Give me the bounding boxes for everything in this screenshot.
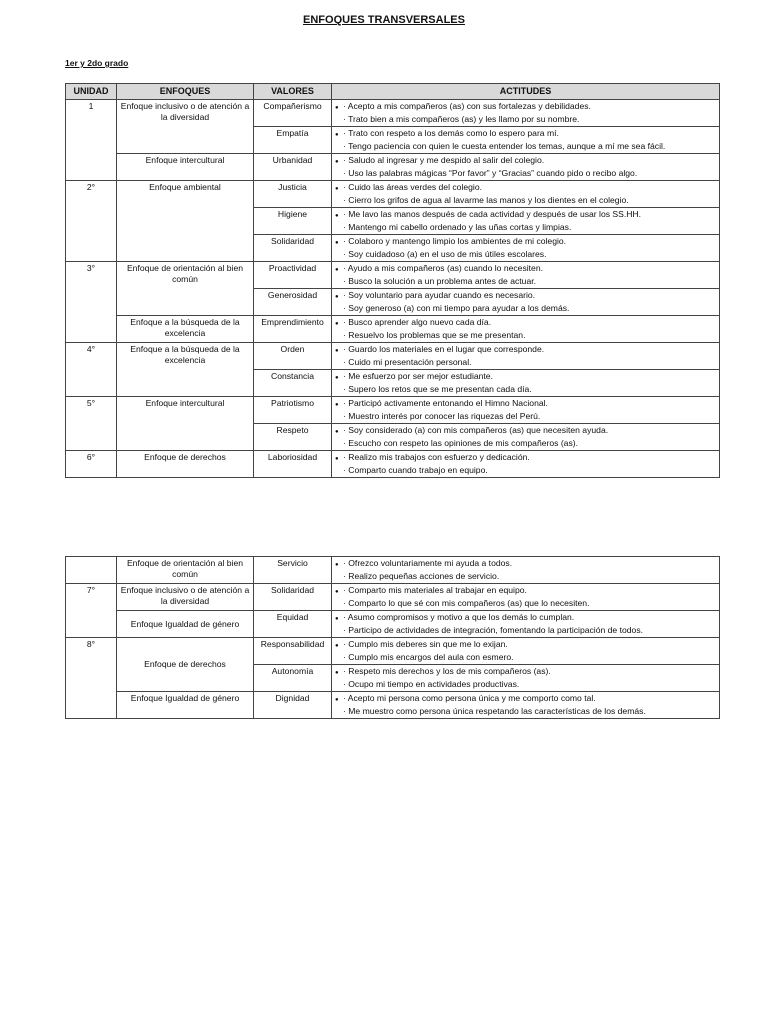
header-unidad: UNIDAD [66, 84, 117, 100]
actitud-line [335, 344, 716, 357]
unidad-cell: 8° [66, 638, 117, 719]
unidad-cell: 4° [66, 343, 117, 397]
table-row [66, 397, 720, 424]
header-valores: VALORES [254, 84, 332, 100]
actitudes-cell [332, 181, 720, 208]
bullet-icon: ● [335, 348, 339, 354]
actitud-text: · Acepto mi persona como persona única y me comporto como tal. [343, 693, 596, 703]
actitud-line [335, 585, 716, 598]
actitudes-cell [332, 397, 720, 424]
enfoque-cell: Enfoque intercultural [117, 397, 254, 451]
actitud-line [335, 357, 716, 368]
bullet-icon: ● [335, 186, 339, 192]
enfoque-cell: Enfoque Igualdad de género [117, 611, 254, 638]
actitudes-cell [332, 235, 720, 262]
table-row [66, 100, 720, 127]
table-row [66, 262, 720, 289]
actitud-line [335, 438, 716, 449]
enfoque-cell: Enfoque a la búsqueda de la excelencia [117, 316, 254, 343]
actitudes-cell [332, 316, 720, 343]
table-row [66, 584, 720, 611]
actitud-line [335, 330, 716, 341]
bullet-icon: ● [335, 321, 339, 327]
bullet-icon: ● [335, 375, 339, 381]
actitud-text: · Mantengo mi cabello ordenado y las uñas cortas y limpias. [343, 222, 572, 232]
valor-cell: Autonomía [254, 665, 332, 692]
valor-cell: Empatía [254, 127, 332, 154]
actitud-line [335, 465, 716, 476]
actitud-text: · Cumplo mis encargos del aula con esmero. [343, 652, 514, 662]
valor-cell: Higiene [254, 208, 332, 235]
actitud-text: · Asumo compromisos y motivo a que los demás lo cumplan. [343, 612, 575, 622]
actitudes-cell [332, 262, 720, 289]
unidad-cell: 3° [66, 262, 117, 343]
actitud-line [335, 263, 716, 276]
unidad-cell: 7° [66, 584, 117, 638]
table-header-row [66, 84, 720, 100]
valor-cell: Orden [254, 343, 332, 370]
actitudes-cell [332, 557, 720, 584]
actitud-line [335, 276, 716, 287]
table-row [66, 611, 720, 638]
bullet-icon: ● [335, 132, 339, 138]
valor-cell: Laboriosidad [254, 451, 332, 478]
actitudes-cell [332, 100, 720, 127]
actitud-text: · Me lavo las manos después de cada actividad y después de usar los SS.HH. [343, 209, 642, 219]
enfoque-cell: Enfoque intercultural [117, 154, 254, 181]
enfoque-cell: Enfoque Igualdad de género [117, 692, 254, 719]
actitud-text: · Cuido mi presentación personal. [343, 357, 472, 367]
actitud-line [335, 625, 716, 636]
table-2-body [66, 557, 720, 719]
actitud-text: · Comparto lo que sé con mis compañeros (as) que lo necesiten. [343, 598, 590, 608]
bullet-icon: ● [335, 616, 339, 622]
actitud-text: · Colaboro y mantengo limpio los ambientes de mi colegio. [343, 236, 567, 246]
actitud-text: · Ayudo a mis compañeros (as) cuando lo necesiten. [343, 263, 543, 273]
table-row [66, 154, 720, 181]
actitud-text: · Tengo paciencia con quien le cuesta entender los temas, aunque a mí me sea fácil. [343, 141, 666, 151]
actitud-line [335, 222, 716, 233]
actitud-line [335, 128, 716, 141]
header-enfoques: ENFOQUES [117, 84, 254, 100]
actitud-text: · Realizo mis trabajos con esfuerzo y dedicación. [343, 452, 530, 462]
actitud-line [335, 384, 716, 395]
actitud-text: · Comparto cuando trabajo en equipo. [343, 465, 488, 475]
actitud-line [335, 693, 716, 706]
enfoque-cell: Enfoque inclusivo o de atención a la diversidad [117, 100, 254, 154]
actitud-text: · Busco la solución a un problema antes de actuar. [343, 276, 536, 286]
unidad-cell: 2° [66, 181, 117, 262]
table-1-body [66, 100, 720, 478]
bullet-icon: ● [335, 402, 339, 408]
bullet-icon: ● [335, 643, 339, 649]
actitud-text: · Saludo al ingresar y me despido al salir del colegio. [343, 155, 545, 165]
actitud-text: · Escucho con respeto las opiniones de mis compañeros (as). [343, 438, 579, 448]
valor-cell: Patriotismo [254, 397, 332, 424]
actitud-line [335, 101, 716, 114]
valor-cell: Compañerismo [254, 100, 332, 127]
actitud-line [335, 114, 716, 125]
actitudes-cell [332, 665, 720, 692]
table-row [66, 692, 720, 719]
actitud-text: · Resuelvo los problemas que se me presentan. [343, 330, 526, 340]
enfoques-table-1 [65, 83, 720, 478]
table-row [66, 343, 720, 370]
bullet-icon: ● [335, 429, 339, 435]
actitud-text: · Trato bien a mis compañeros (as) y les llamo por su nombre. [343, 114, 580, 124]
actitud-line [335, 249, 716, 260]
actitud-line [335, 317, 716, 330]
actitud-line [335, 303, 716, 314]
actitudes-cell [332, 343, 720, 370]
actitud-line [335, 706, 716, 717]
actitud-line [335, 612, 716, 625]
actitud-text: · Ocupo mi tiempo en actividades productivas. [343, 679, 520, 689]
actitud-line [335, 168, 716, 179]
bullet-icon: ● [335, 159, 339, 165]
valor-cell: Equidad [254, 611, 332, 638]
actitud-text: · Guardo los materiales en el lugar que corresponde. [343, 344, 545, 354]
actitud-text: · Cuido las áreas verdes del colegio. [343, 182, 483, 192]
actitud-text: · Ofrezco voluntariamente mi ayuda a todos. [343, 558, 513, 568]
actitud-line [335, 598, 716, 609]
actitud-text: · Soy considerado (a) con mis compañeros (as) que necesiten ayuda. [343, 425, 609, 435]
unidad-cell: 1 [66, 100, 117, 181]
actitudes-cell [332, 208, 720, 235]
actitud-line [335, 182, 716, 195]
actitudes-cell [332, 370, 720, 397]
actitud-text: · Acepto a mis compañeros (as) con sus fortalezas y debilidades. [343, 101, 591, 111]
bullet-icon: ● [335, 697, 339, 703]
actitud-line [335, 236, 716, 249]
actitudes-cell [332, 638, 720, 665]
unidad-cell: 6° [66, 451, 117, 478]
valor-cell: Constancia [254, 370, 332, 397]
actitudes-cell [332, 289, 720, 316]
header-actitudes: ACTITUDES [332, 84, 720, 100]
valor-cell: Generosidad [254, 289, 332, 316]
valor-cell: Urbanidad [254, 154, 332, 181]
actitud-line [335, 639, 716, 652]
actitudes-cell [332, 451, 720, 478]
actitud-text: · Participó activamente entonando el Himno Nacional. [343, 398, 548, 408]
actitud-text: · Me esfuerzo por ser mejor estudiante. [343, 371, 493, 381]
actitud-line [335, 155, 716, 168]
table-row [66, 451, 720, 478]
actitud-text: · Participo de actividades de integración, fomentando la participación de todos. [343, 625, 644, 635]
actitud-text: · Me muestro como persona única respetando las características de los demás. [343, 706, 646, 716]
bullet-icon: ● [335, 456, 339, 462]
actitud-text: · Uso las palabras mágicas “Por favor” y “Gracias” cuando pido o recibo algo. [343, 168, 638, 178]
actitud-text: · Soy voluntario para ayudar cuando es necesario. [343, 290, 536, 300]
valor-cell: Dignidad [254, 692, 332, 719]
page-title: ENFOQUES TRANSVERSALES [303, 14, 465, 26]
enfoque-cell: Enfoque de derechos [117, 451, 254, 478]
valor-cell: Justicia [254, 181, 332, 208]
valor-cell: Proactividad [254, 262, 332, 289]
actitud-line [335, 452, 716, 465]
enfoque-cell: Enfoque de orientación al bien común [117, 262, 254, 316]
bullet-icon: ● [335, 670, 339, 676]
actitud-text: · Supero los retos que se me presentan cada día. [343, 384, 532, 394]
actitud-text: · Cierro los grifos de agua al lavarme las manos y los dientes en el colegio. [343, 195, 629, 205]
table-row [66, 181, 720, 208]
actitud-line [335, 652, 716, 663]
valor-cell: Solidaridad [254, 584, 332, 611]
grade-label: 1er y 2do grado [65, 58, 129, 68]
actitud-line [335, 679, 716, 690]
actitudes-cell [332, 127, 720, 154]
actitudes-cell [332, 611, 720, 638]
actitud-line [335, 558, 716, 571]
actitud-line [335, 411, 716, 422]
actitud-text: · Busco aprender algo nuevo cada día. [343, 317, 492, 327]
actitud-line [335, 398, 716, 411]
actitud-text: · Cumplo mis deberes sin que me lo exijan. [343, 639, 508, 649]
enfoque-cell: Enfoque de derechos [117, 638, 254, 692]
actitud-text: · Realizo pequeñas acciones de servicio. [343, 571, 500, 581]
valor-cell: Servicio [254, 557, 332, 584]
bullet-icon: ● [335, 213, 339, 219]
actitud-text: · Respeto mis derechos y los de mis compañeros (as). [343, 666, 551, 676]
enfoque-cell: Enfoque de orientación al bien común [117, 557, 254, 584]
bullet-icon: ● [335, 294, 339, 300]
table-row [66, 638, 720, 665]
actitudes-cell [332, 424, 720, 451]
bullet-icon: ● [335, 589, 339, 595]
actitud-line [335, 209, 716, 222]
enfoque-cell: Enfoque ambiental [117, 181, 254, 262]
valor-cell: Solidaridad [254, 235, 332, 262]
actitud-line [335, 371, 716, 384]
valor-cell: Responsabilidad [254, 638, 332, 665]
actitud-line [335, 425, 716, 438]
actitud-line [335, 141, 716, 152]
actitudes-cell [332, 154, 720, 181]
valor-cell: Emprendimiento [254, 316, 332, 343]
actitud-text: · Soy cuidadoso (a) en el uso de mis útiles escolares. [343, 249, 547, 259]
valor-cell: Respeto [254, 424, 332, 451]
actitudes-cell [332, 692, 720, 719]
table-row [66, 316, 720, 343]
actitudes-cell [332, 584, 720, 611]
actitud-line [335, 195, 716, 206]
actitud-text: · Muestro interés por conocer las riquezas del Perú. [343, 411, 541, 421]
table-row [66, 557, 720, 584]
enfoques-table-2 [65, 556, 720, 719]
actitud-text: · Comparto mis materiales al trabajar en equipo. [343, 585, 527, 595]
actitud-text: · Soy generoso (a) con mi tiempo para ayudar a los demás. [343, 303, 570, 313]
bullet-icon: ● [335, 562, 339, 568]
unidad-cell: 5° [66, 397, 117, 451]
unidad-cell [66, 557, 117, 584]
actitud-line [335, 666, 716, 679]
bullet-icon: ● [335, 240, 339, 246]
actitud-line [335, 571, 716, 582]
actitud-line [335, 290, 716, 303]
bullet-icon: ● [335, 105, 339, 111]
enfoque-cell: Enfoque inclusivo o de atención a la diversidad [117, 584, 254, 611]
enfoque-cell: Enfoque a la búsqueda de la excelencia [117, 343, 254, 397]
bullet-icon: ● [335, 267, 339, 273]
actitud-text: · Trato con respeto a los demás como lo espero para mí. [343, 128, 559, 138]
